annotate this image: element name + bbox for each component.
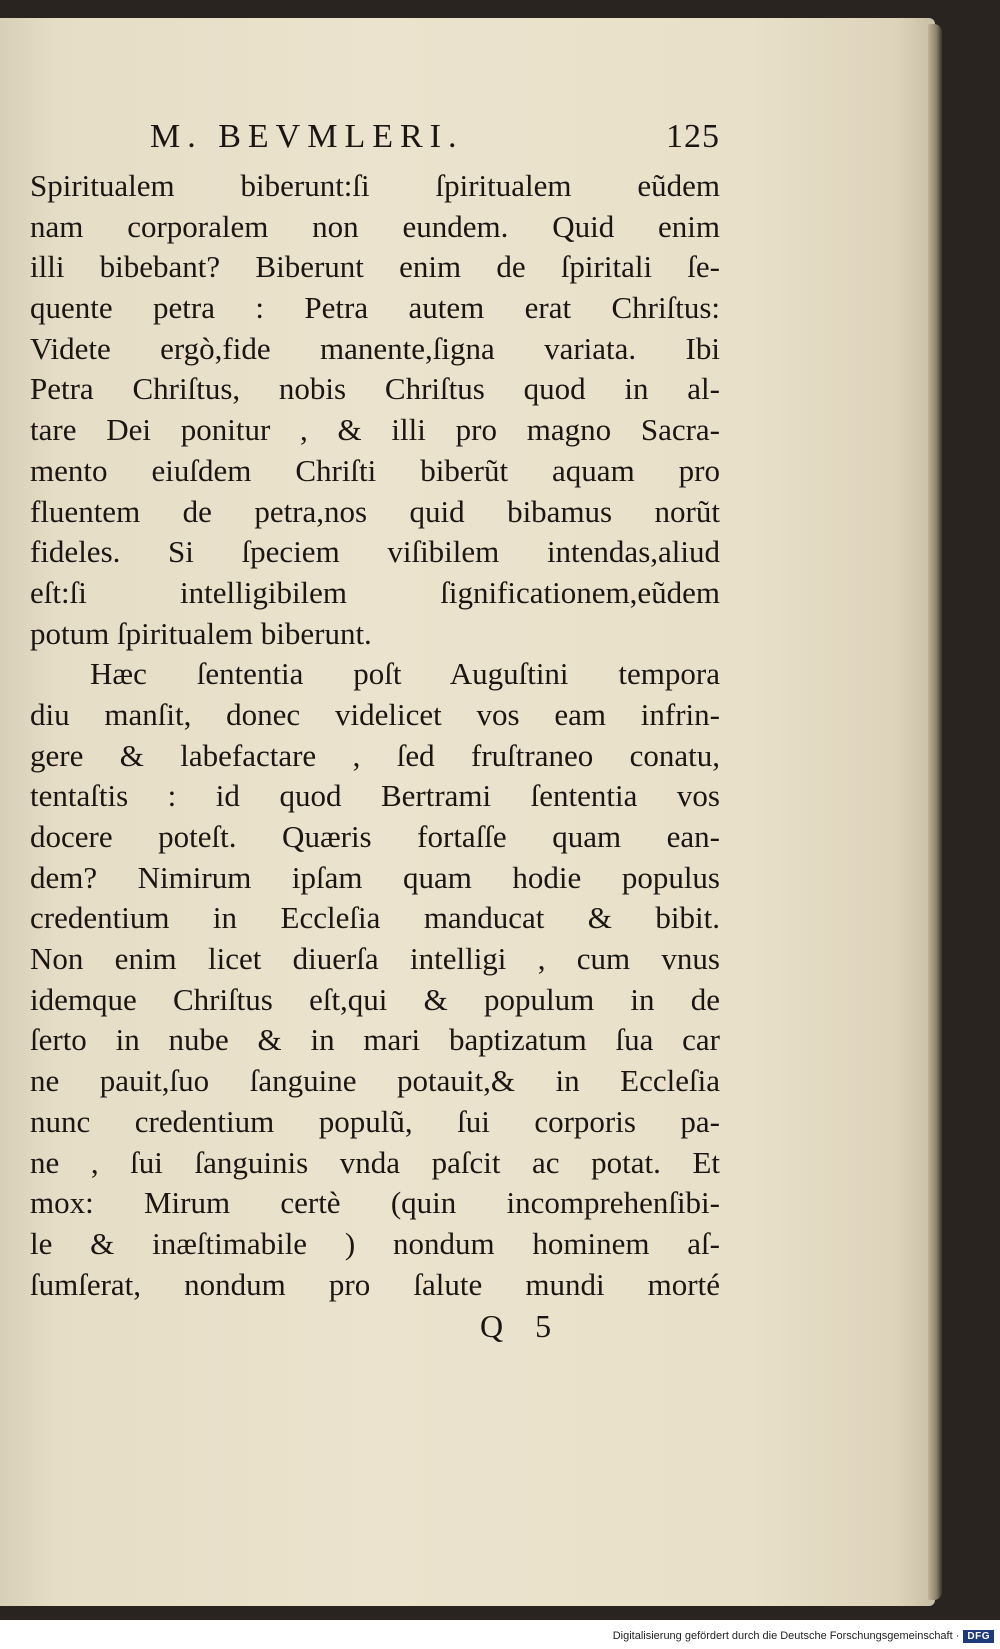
digitization-credit (613, 1626, 994, 1646)
text-line: tentaſtis : id quod Bertrami ſententia vos (30, 778, 720, 814)
text-line: le & inæſtimabile ) nondum hominem aſ- (30, 1225, 720, 1261)
signature-mark: Q 5 (480, 1308, 564, 1344)
body-text (30, 166, 720, 1305)
text-line: ſumſerat, nondum pro ſalute mundi morté (30, 1266, 720, 1302)
text-line: tare Dei ponitur , & illi pro magno Sacra- (30, 412, 720, 448)
text-line: ne , ſui ſanguinis vnda paſcit ac potat. Et (30, 1144, 720, 1180)
text-line: fideles. Si ſpeciem viſibilem intendas,aliud (30, 534, 720, 570)
running-head: M. BEVMLERI. (150, 118, 464, 155)
text-line: Petra Chriſtus, nobis Chriſtus quod in al- (30, 371, 720, 407)
text-line: mox: Mirum certè (quin incomprehenſibi- (30, 1185, 720, 1221)
text-line: Non enim licet diuerſa intelligi , cum vnus (30, 941, 720, 977)
page-edge-shadow (928, 24, 942, 1600)
text-line: credentium in Eccleſia manducat & bibit. (30, 900, 720, 936)
text-line: ne pauit,ſuo ſanguine potauit,& in Eccleſia (30, 1063, 720, 1099)
paragraph-end-line: potum ſpiritualem biberunt. (30, 615, 372, 651)
dfg-logo: DFG (963, 1630, 994, 1643)
paragraph-start-line: Hæc ſententia poſt Auguſtini tempora (90, 656, 720, 692)
text-line: illi bibebant? Biberunt enim de ſpiritali ſe- (30, 249, 720, 285)
text-line: ſerto in nube & in mari baptizatum ſua car (30, 1022, 720, 1058)
text-line: Videte ergò,fide manente,ſigna variata. Ibi (30, 330, 720, 366)
text-line: nam corporalem non eundem. Quid enim (30, 208, 720, 244)
text-line: dem? Nimirum ipſam quam hodie populus (30, 859, 720, 895)
text-line: gere & labefactare , ſed fruſtraneo conatu, (30, 737, 720, 773)
text-line: docere poteſt. Quæris fortaſſe quam ean- (30, 819, 720, 854)
text-line: quente petra : Petra autem erat Chriſtus: (30, 290, 720, 326)
text-line: eſt:ſi intelligibilem ſignificationem,eũdem (30, 574, 720, 610)
credit-text: Digitalisierung gefördert durch die Deutsche Forschungsgemeinschaft · (612, 1630, 960, 1642)
page-number: 125 (666, 118, 720, 155)
text-line: mento eiuſdem Chriſti biberũt aquam pro (30, 452, 720, 488)
text-line: diu manſit, donec videlicet vos eam infrin- (30, 696, 720, 732)
text-line: fluentem de petra,nos quid bibamus norũt (30, 493, 720, 529)
text-line: idemque Chriſtus eſt,qui & populum in de (30, 981, 720, 1017)
text-line: Spiritualem biberunt:ſi ſpiritualem eũdem (30, 168, 720, 203)
page-header (150, 118, 720, 162)
text-line: nunc credentium populũ, ſui corporis pa- (30, 1103, 720, 1139)
